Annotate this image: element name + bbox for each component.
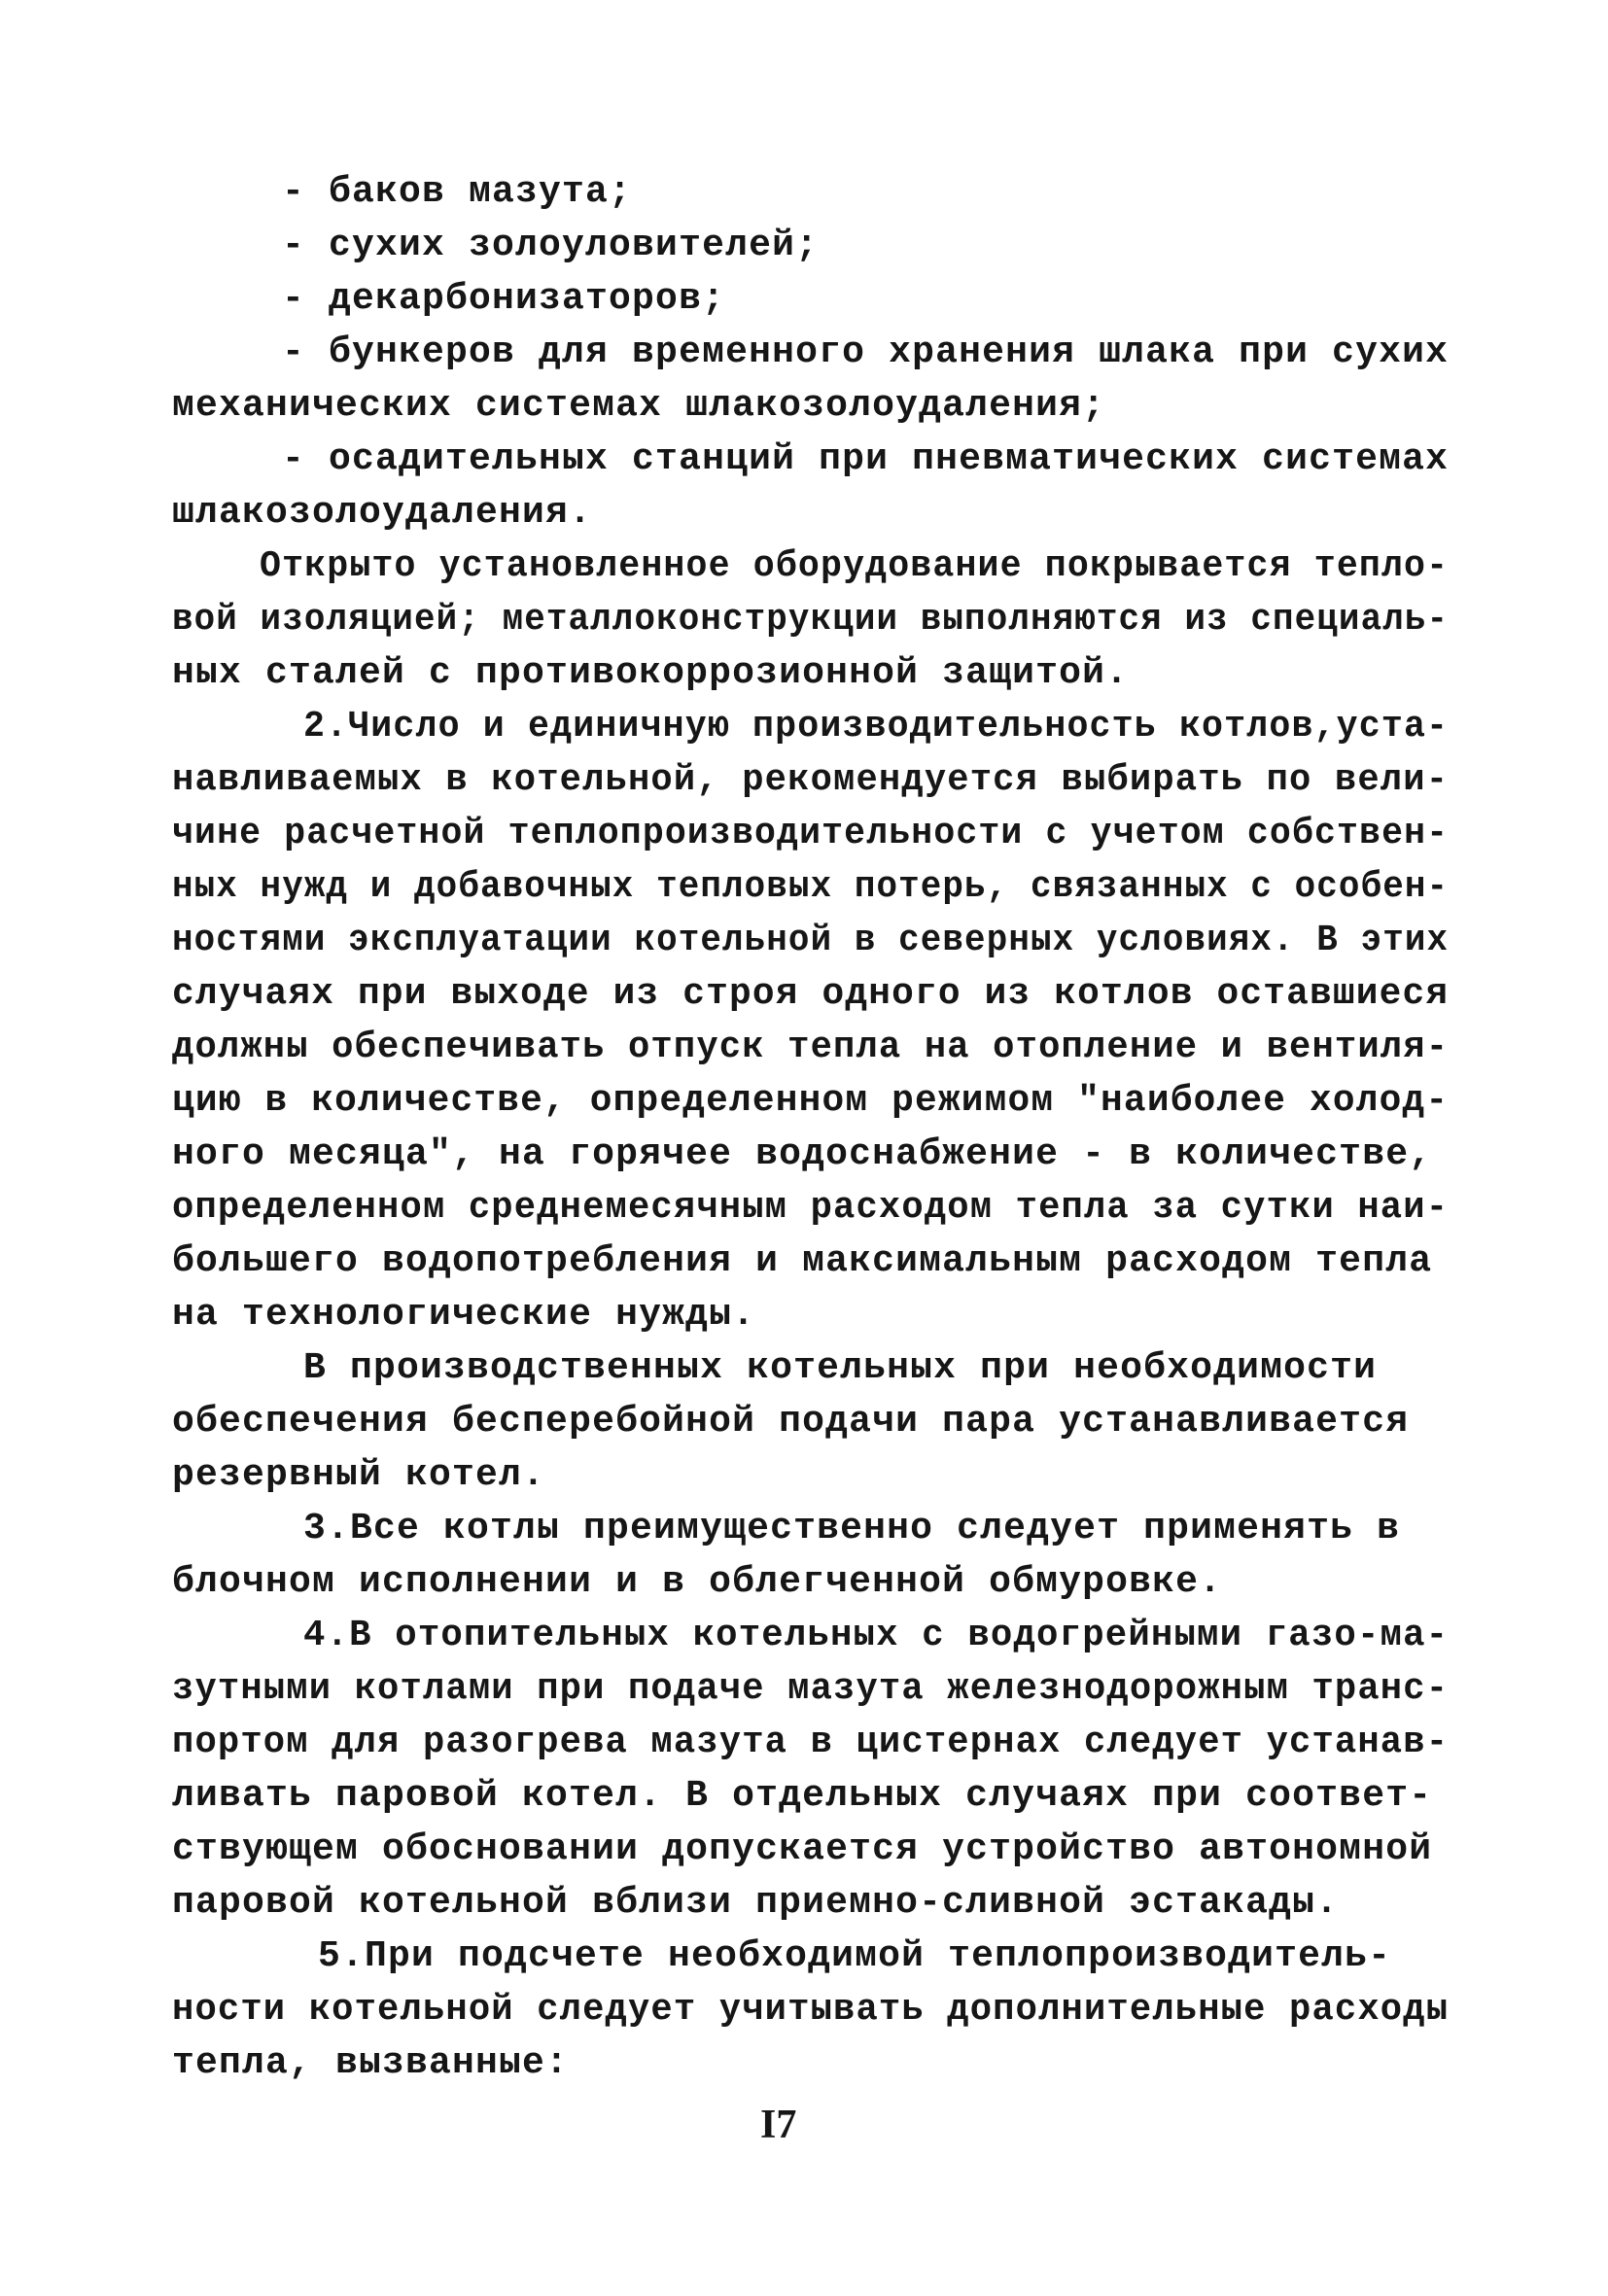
text-line: - декарбонизаторов; xyxy=(282,278,726,320)
text-line: блочном исполнении и в облегченной обмуровке. xyxy=(172,1561,1223,1603)
text-line: механических системах шлакозолоудаления; xyxy=(172,385,1106,427)
text-line: навливаемых в котельной, рекомендуется выбирать по вели- xyxy=(172,759,1450,801)
text-line: ных сталей с противокоррозионной защитой. xyxy=(172,652,1130,694)
text-line: ствующем обосновании допускается устройство автономной xyxy=(172,1828,1433,1870)
text-line: случаях при выходе из строя одного из котлов оставшиеся xyxy=(172,973,1450,1015)
text-line: Открыто установленное оборудование покрывается тепло- xyxy=(260,545,1450,587)
text-line: должны обеспечивать отпуск тепла на отопление и вентиля- xyxy=(172,1026,1450,1068)
text-line: паровой котельной вблизи приемно-сливной эстакады. xyxy=(172,1882,1340,1924)
text-line: цию в количестве, определенном режимом "наиболее холод- xyxy=(172,1080,1450,1122)
text-line: 5.При подсчете необходимой теплопроизводитель- xyxy=(318,1935,1392,1977)
text-line: 2.Число и единичную производительность котлов,уста- xyxy=(303,706,1450,748)
text-line: тепла, вызванные: xyxy=(172,2042,570,2084)
text-line: большего водопотребления и максимальным расходом тепла xyxy=(172,1240,1433,1282)
text-line: ного месяца", на горячее водоснабжение - в количестве, xyxy=(172,1133,1433,1175)
text-line: зутными котлами при подаче мазута железнодорожным транс- xyxy=(172,1668,1450,1710)
text-line: - сухих золоуловителей; xyxy=(282,225,820,266)
text-line: чине расчетной теплопроизводительности с учетом собствен- xyxy=(172,813,1450,854)
text-line: 4.В отопительных котельных с водогрейными газо-ма- xyxy=(303,1615,1450,1656)
text-line: - осадительных станций при пневматических системах xyxy=(282,438,1450,480)
text-line: резервный котел. xyxy=(172,1454,546,1496)
text-line: ностями эксплуатации котельной в северных условиях. В этих xyxy=(172,920,1450,961)
text-line: обеспечения бесперебойной подачи пара устанавливается xyxy=(172,1401,1410,1443)
text-line: 3.Все котлы преимущественно следует применять в xyxy=(303,1508,1401,1549)
text-line: вой изоляцией; металлоконструкции выполняются из специаль- xyxy=(172,599,1450,641)
text-line: - бункеров для временного хранения шлака при сухих xyxy=(282,331,1450,373)
text-line: ности котельной следует учитывать дополнительные расходы xyxy=(172,1989,1450,2031)
text-line: шлакозолоудаления. xyxy=(172,492,593,534)
text-line: В производственных котельных при необходимости xyxy=(303,1347,1378,1389)
text-line: ливать паровой котел. В отдельных случаях при соответ- xyxy=(172,1775,1433,1817)
text-line: портом для разогрева мазута в цистернах следует устанав- xyxy=(172,1722,1450,1763)
text-line: определенном среднемесячным расходом тепла за сутки наи- xyxy=(172,1187,1450,1229)
page-number: I7 xyxy=(760,2103,797,2147)
text-line: - баков мазута; xyxy=(282,171,633,213)
text-line: ных нужд и добавочных тепловых потерь, связанных с особен- xyxy=(172,866,1450,908)
text-line: на технологические нужды. xyxy=(172,1294,756,1336)
